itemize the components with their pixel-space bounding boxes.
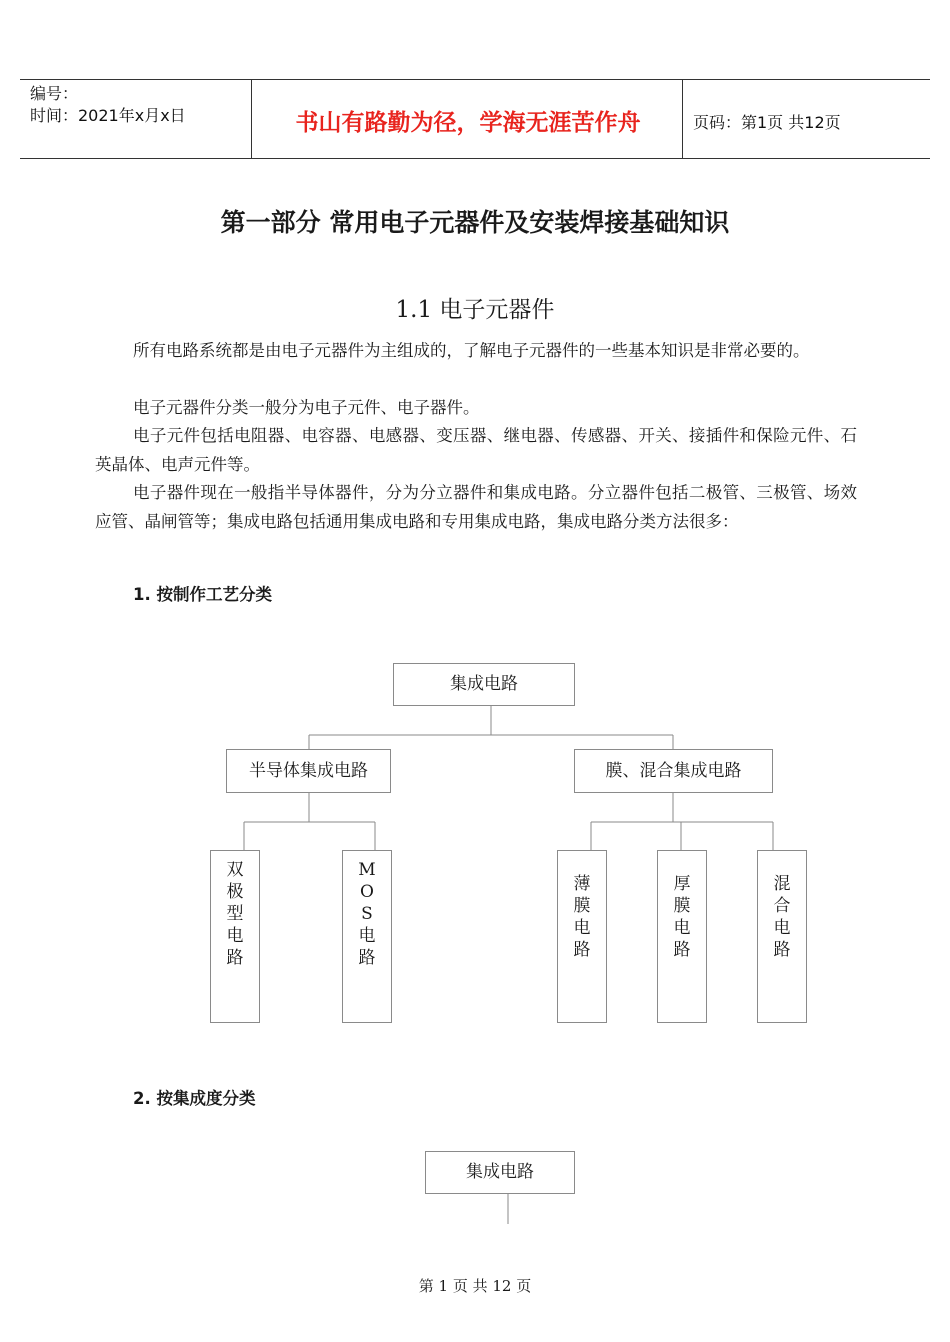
box-char: 路 <box>773 940 791 960</box>
header-page-info: 页码：第1页 共12页 <box>693 113 841 132</box>
box-char: 薄 <box>573 874 591 894</box>
box-char: 合 <box>773 896 791 916</box>
box-char: 路 <box>573 940 591 960</box>
box-char: 电 <box>226 926 244 946</box>
header-motto: 书山有路勤为径，学海无涯苦作舟 <box>295 110 641 136</box>
hybrid-ic-box <box>757 850 807 1023</box>
box-char: 电 <box>573 918 591 938</box>
subsection-heading: 2. 按集成度分类 <box>133 1089 256 1108</box>
box-char: 路 <box>226 948 244 968</box>
box-char: O <box>360 882 374 902</box>
box-char: 型 <box>226 904 244 924</box>
paragraph: 所有电路系统都是由电子元器件为主组成的，了解电子元器件的一些基本知识是非常必要的。 <box>133 341 810 360</box>
box-char: 路 <box>673 940 691 960</box>
paragraph: 电子元器件分类一般分为电子元件、电子器件。 <box>133 398 480 417</box>
subsection-heading: 1. 按制作工艺分类 <box>133 585 272 604</box>
box-char: 膜 <box>573 896 591 916</box>
mos-ic-box <box>342 850 392 1023</box>
section-title: 1.1 电子元器件 <box>395 297 555 323</box>
number-label: 编号： <box>30 84 79 103</box>
page-footer: 第 1 页 共 12 页 <box>418 1277 532 1295</box>
diagram2-root-box: 集成电路 <box>425 1151 575 1194</box>
box-char: M <box>358 860 376 880</box>
box-char: 混 <box>773 874 791 894</box>
film-hybrid-ic-box: 膜、混合集成电路 <box>574 749 773 793</box>
box-char: 电 <box>673 918 691 938</box>
thick-film-ic-box <box>657 850 707 1023</box>
box-char: 双 <box>226 860 244 880</box>
box-char: 电 <box>773 918 791 938</box>
thin-film-ic-box <box>557 850 607 1023</box>
semiconductor-ic-box: 半导体集成电路 <box>226 749 391 793</box>
box-char: 路 <box>358 948 376 968</box>
diagram-root-box: 集成电路 <box>393 663 575 706</box>
box-char: 厚 <box>673 874 691 894</box>
box-char: S <box>361 904 373 924</box>
time-label: 时间：2021年x月x日 <box>30 106 186 125</box>
paragraph: 电子元件包括电阻器、电容器、电感器、变压器、继电器、传感器、开关、接插件和保险元件、石英晶体、电声元件等。 <box>95 426 857 474</box>
box-char: 极 <box>226 882 244 902</box>
part-title: 第一部分 常用电子元器件及安装焊接基础知识 <box>220 208 730 237</box>
box-char: 膜 <box>673 896 691 916</box>
box-char: 电 <box>358 926 376 946</box>
paragraph: 电子器件现在一般指半导体器件，分为分立器件和集成电路。分立器件包括二极管、三极管、场效应管、晶闸管等；集成电路包括通用集成电路和专用集成电路，集成电路分类方法很多： <box>95 483 857 531</box>
bipolar-ic-box <box>210 850 260 1023</box>
